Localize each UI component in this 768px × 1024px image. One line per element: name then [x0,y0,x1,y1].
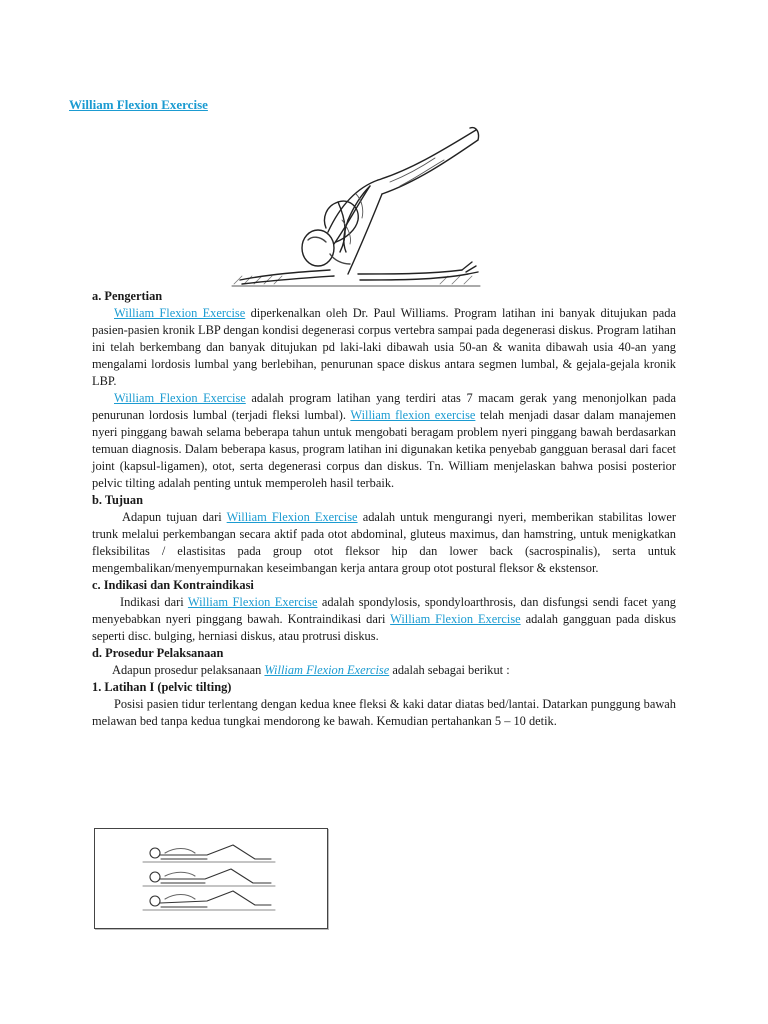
paragraph-text: adalah program latihan yang terdiri atas 7 macam gerak yang menonjolkan pada penurunan lordosis lumbal (terjadi fleksi lumbal). [92,391,676,422]
link-william-flexion-exercise[interactable]: William Flexion Exercise [187,595,318,609]
paragraph-text: adalah gangguan pada diskus seperti disc. bulging, herniasi diskus, atau protrusi diskus. [92,612,676,643]
exercise-illustration [230,124,482,290]
paragraph-text: Adapun tujuan dari [122,510,227,524]
heading-latihan-1: 1. Latihan I (pelvic tilting) [92,680,232,694]
pelvic-tilting-figure [94,828,328,929]
link-william-flexion-exercise[interactable]: William Flexion Exercise [226,510,358,524]
heading-indikasi: c. Indikasi dan Kontraindikasi [92,578,254,592]
paragraph-prosedur [92,662,676,679]
paragraph-pengertian-1 [92,305,676,390]
paragraph-text: adalah sebagai berikut : [389,663,510,677]
paragraph-pengertian-2 [92,390,676,492]
paragraph-text: telah menjadi dasar dalam manajemen nyeri pinggang bawah selama beberapa tahun untuk mengobati beragam problem nyeri pinggang bawah berdasarkan temuan diagnosis. Dalam beberapa kasus, program latihan ini digunakan ketika penyebab gangguan berasal dari facet joint (kapsul-ligamen), otot, serta degenerasi corpus dan diskus. Tn. William menjelaskan bahwa posisi posterior pelvic tilting adalah penting untuk memperoleh hasil terbaik. [92,408,677,490]
paragraph-text: adalah spondylosis, spondyloarthrosis, dan disfungsi sendi facet yang menyebabkan nyeri pinggang bawah. Kontraindikasi dari [92,595,677,626]
paragraph-latihan-1: Posisi pasien tidur terlentang dengan kedua knee fleksi & kaki datar diatas bed/lantai. Datarkan punggung bawah melawan bed tanpa kedua tungkai mendorong ke bawah. Kemudian pertahankan 5 – 10 detik. [92,697,676,728]
paragraph-text: Indikasi dari [120,595,188,609]
document-body [92,288,676,730]
pelvic-tilting-illustration [95,829,327,928]
heading-tujuan: b. Tujuan [92,493,143,507]
heading-prosedur: d. Prosedur Pelaksanaan [92,646,224,660]
heading-pengertian: a. Pengertian [92,289,163,303]
link-william-flexion-exercise[interactable]: William Flexion Exercise [264,663,390,677]
document-title-link[interactable]: William Flexion Exercise [69,97,208,112]
link-william-flexion-exercise[interactable]: William Flexion Exercise [114,391,246,405]
link-william-flexion-exercise[interactable]: William Flexion Exercise [390,612,521,626]
paragraph-text: adalah untuk mengurangi nyeri, memberikan stabilitas lower trunk melalui perkembangan secara aktif pada otot abdominal, gluteus maximus, dan hamstring, untuk menigkatkan fleksibilitas / elastisitas pada group otot fleksor hip dan lower back (sacrospinalis), serta untuk mengembalikan/menyempurnakan keseimbangan kerja antara group otot postural fleksor & ekstensor. [92,510,676,575]
paragraph-text: Adapun prosedur pelaksanaan [112,663,265,677]
paragraph-text: diperkenalkan oleh Dr. Paul Williams. Program latihan ini banyak ditujukan pada pasien-pasien kronik LBP dengan kondisi degenerasi corpus vertebra sampai pada degenerasi diskus. Program latihan ini telah berkembang dan banyak ditujukan pd laki-laki dibawah usia 50-an & wanita dibawah usia 40-an yang mengalami lordosis lumbal yang berlebihan, penurunan space diskus antara segmen lumbal, & gejala-gejala kronik LBP. [92,306,676,388]
link-william-flexion-exercise[interactable]: William Flexion Exercise [114,306,246,320]
link-william-flexion-exercise[interactable]: William flexion exercise [350,408,476,422]
paragraph-indikasi [92,594,676,645]
paragraph-tujuan [92,509,676,577]
